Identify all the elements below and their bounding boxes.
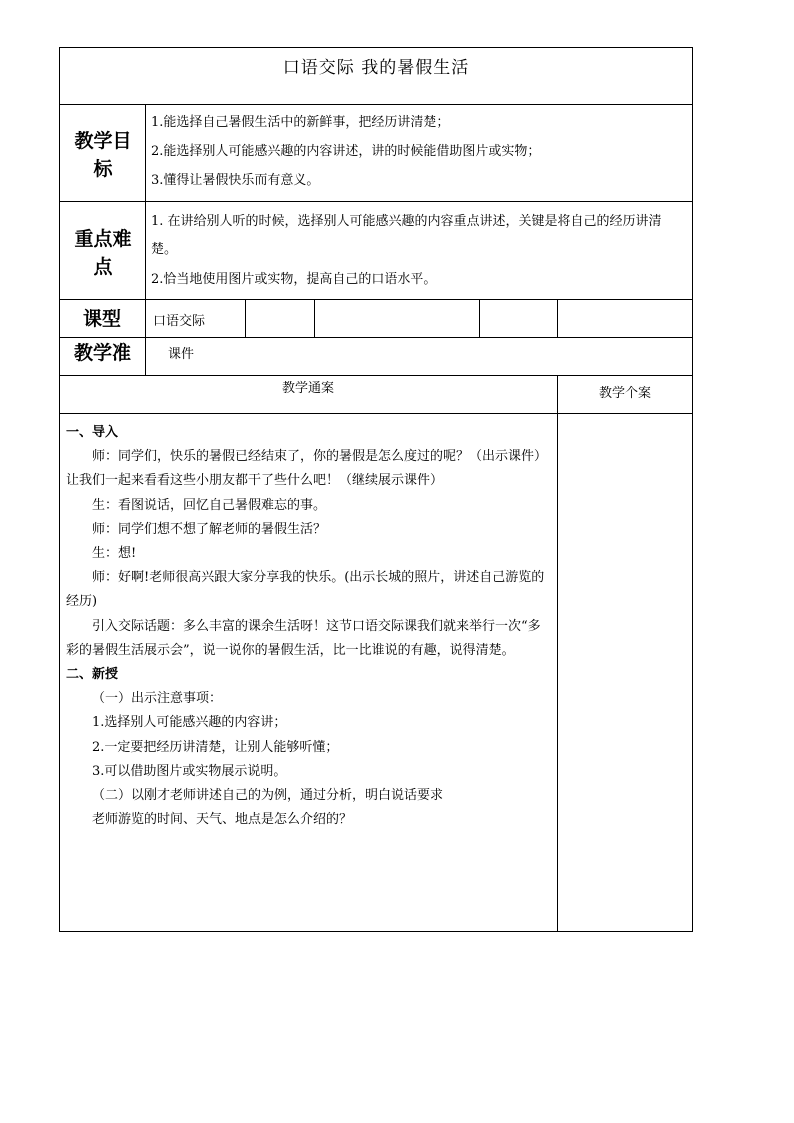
paragraph: 3.可以借助图片或实物展示说明。 <box>92 763 287 779</box>
row-divider <box>59 413 693 414</box>
key-points-item: 1. 在讲给别人听的时候，选择别人可能感兴趣的内容重点讲述，关键是将自己的经历讲清楚。 <box>151 214 662 257</box>
row-divider <box>59 337 693 338</box>
row-divider <box>59 104 693 105</box>
paragraph: 老师游览的时间、天气、地点是怎么介绍的？ <box>92 812 353 828</box>
paragraph: 1.选择别人可能感兴趣的内容讲； <box>92 715 287 731</box>
row-divider <box>59 201 693 202</box>
cell-divider <box>557 299 558 337</box>
cell-divider <box>245 299 246 337</box>
paragraph: 生：想! <box>92 546 137 562</box>
objectives-list <box>151 111 687 193</box>
individual-plan-header: 教学个案 <box>598 386 651 401</box>
lesson-body <box>66 421 553 832</box>
preparation-value: 课件 <box>168 347 195 362</box>
row-divider <box>59 299 693 300</box>
table-border-bottom <box>59 931 693 932</box>
lesson-type-label: 课型 <box>82 308 121 330</box>
cell-divider <box>314 299 315 337</box>
cell-divider <box>479 299 480 337</box>
section-heading: 二、新授 <box>66 667 119 683</box>
key-points-item: 2.恰当地使用图片或实物，提高自己的口语水平。 <box>151 272 437 287</box>
label-column-divider <box>145 104 146 375</box>
lesson-type-value: 口语交际 <box>153 314 206 329</box>
key-points-label: 重点难点 <box>74 228 132 278</box>
paragraph: 2.一定要把经历讲清楚，让别人能够听懂； <box>92 739 339 755</box>
page-title: 口语交际 我的暑假生活 <box>282 58 470 78</box>
paragraph: 生：看图说话，回忆自己暑假难忘的事。 <box>92 497 327 513</box>
lesson-plan-table <box>59 47 693 932</box>
objectives-label: 教学目标 <box>74 130 132 180</box>
preparation-label: 教学准 <box>73 342 131 364</box>
objective-item: 2.能选择别人可能感兴趣的内容讲述，讲的时候能借助图片或实物； <box>151 144 541 159</box>
general-plan-header: 教学通案 <box>281 381 334 396</box>
paragraph: 引入交际话题：多么丰富的课余生活呀！这节口语交际课我们就来举行一次“多彩的暑假生活展示会”，说一说你的暑假生活，比一比谁说的有趣，说得清楚。 <box>66 618 541 658</box>
section-heading: 一、导入 <box>66 425 119 440</box>
table-border-top <box>59 47 693 48</box>
column-divider <box>557 375 558 932</box>
table-border-left <box>59 47 60 932</box>
paragraph: 师：同学们，快乐的暑假已经结束了，你的暑假是怎么度过的呢？（出示课件）让我们一起来看看这些小朋友都干了些什么吧！（继续展示课件） <box>66 449 548 489</box>
paragraph: 师：同学们想不想了解老师的暑假生活？ <box>92 521 327 537</box>
row-divider <box>59 375 693 376</box>
objective-item: 1.能选择自己暑假生活中的新鲜事，把经历讲清楚； <box>151 115 450 130</box>
preparation-label-cell <box>60 338 145 375</box>
objective-item: 3.懂得让暑假快乐而有意义。 <box>151 173 320 188</box>
paragraph: （一）出示注意事项： <box>92 691 223 707</box>
table-border-right <box>692 47 693 932</box>
paragraph: （二）以刚才老师讲述自己的为例，通过分析，明白说话要求 <box>92 788 444 804</box>
paragraph: 师：好啊!老师很高兴跟大家分享我的快乐。(出示长城的照片，讲述自己游览的经历) <box>66 570 545 610</box>
